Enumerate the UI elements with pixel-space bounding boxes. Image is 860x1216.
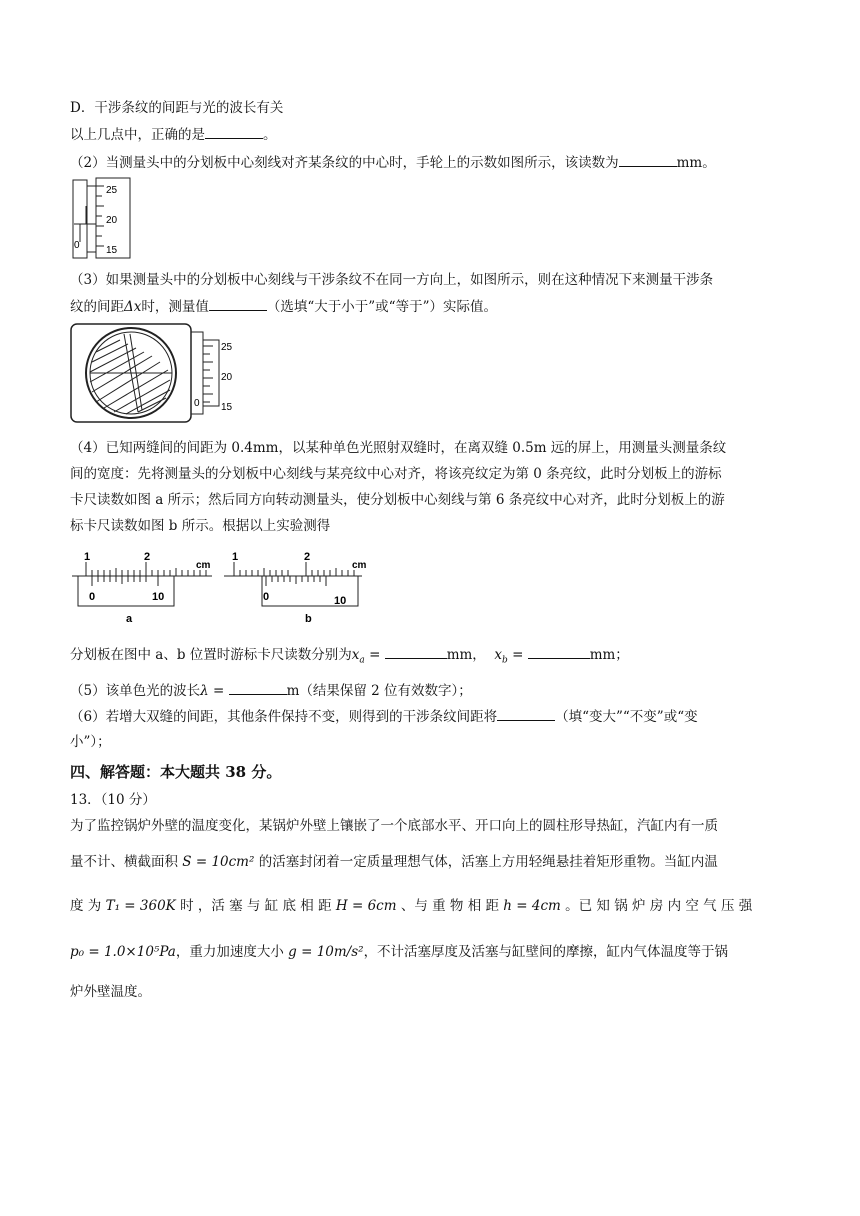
svg-text:0: 0 (263, 591, 270, 603)
line-p5: 炉外壁温度。 (70, 984, 151, 1000)
line-q4-readings: 分划板在图中 a、b 位置时游标卡尺读数分别为$x_a$ = mm， $x_b$ = mm； (70, 644, 629, 671)
line-q3-b: 纹的间距Δx时，测量值 （选填“大于小于”或“等于”）实际值。 (70, 296, 497, 317)
line-q3-a: （3）如果测量头中的分划板中心刻线与干涉条纹不在同一方向上，如图所示，则在这种情况下来测量干涉条 (70, 272, 714, 288)
answer-blank-xb[interactable] (528, 644, 590, 659)
eyepiece-micrometer-figure (70, 322, 240, 424)
question-number: 13．（10 分） (70, 792, 156, 808)
svg-text:1: 1 (232, 551, 239, 563)
svg-text:cm: cm (352, 560, 367, 571)
answer-blank-xa[interactable] (385, 644, 447, 659)
line-q6-a: （6）若增大双缝的间距，其他条件保持不变，则得到的干涉条纹间距将 （填“变大”“不变”或“变 (70, 706, 698, 727)
svg-text:2: 2 (144, 551, 151, 563)
answer-blank[interactable] (209, 296, 267, 311)
svg-text:2: 2 (304, 551, 311, 563)
micrometer-tick: 20 (106, 215, 118, 226)
line-correct-answer: 以上几点中，正确的是 。 (70, 124, 277, 145)
section-heading: 四、解答题：本大题共 38 分。 (70, 763, 282, 781)
micrometer-tick: 0 (74, 240, 80, 251)
line-q5: （5）该单色光的波长λ = m（结果保留 2 位有效数字）； (70, 680, 472, 701)
line-q4-a: （4）已知两缝间的间距为 0.4mm，以某种单色光照射双缝时，在离双缝 0.5m 远的屏上，用测量头测量条纹 (70, 440, 727, 456)
answer-blank[interactable] (497, 706, 555, 721)
answer-blank[interactable] (229, 680, 287, 695)
micrometer-tick: 25 (106, 185, 118, 196)
svg-text:cm: cm (196, 560, 211, 571)
micrometer-tick: 25 (221, 342, 233, 353)
line-q6-b: 小”）； (70, 734, 111, 750)
svg-text:10: 10 (334, 595, 347, 607)
answer-blank[interactable] (619, 152, 677, 167)
svg-text:1: 1 (84, 551, 91, 563)
line-q4-c: 卡尺读数如图 a 所示；然后同方向转动测量头，使分划板中心刻线与第 6 条亮纹中心对齐，此时分划板上的游 (70, 492, 725, 508)
line-q4-b: 间的宽度：先将测量头的分划板中心刻线与某亮纹中心对齐，将该亮纹定为第 0 条亮纹，此时分划板上的游标 (70, 466, 722, 482)
svg-text:0: 0 (89, 591, 96, 603)
svg-text:10: 10 (152, 591, 165, 603)
answer-blank[interactable] (205, 124, 263, 139)
line-p3: 度 为 T₁ = 360K 时 ，活 塞 与 缸 底 相 距 H = 6cm 、与 重 物 相 距 h = 4cm 。已 知 锅 炉 房 内 空 气 压 强 (70, 898, 753, 914)
line-q4-d: 标卡尺读数如图 b 所示。根据以上实验测得 (70, 518, 331, 534)
svg-text:a: a (126, 613, 133, 625)
svg-text:b: b (305, 613, 312, 625)
line-p1: 为了监控锅炉外壁的温度变化，某锅炉外壁上镶嵌了一个底部水平、开口向上的圆柱形导热缸，汽缸内有一质 (70, 818, 718, 834)
line-option-d: D．干涉条纹的间距与光的波长有关 (70, 100, 284, 116)
micrometer-figure-1 (72, 176, 132, 260)
micrometer-tick: 15 (106, 245, 118, 256)
micrometer-tick: 15 (221, 402, 233, 413)
vernier-b (224, 551, 367, 625)
line-p4: p₀ = 1.0×10⁵Pa，重力加速度大小 g = 10m/s²，不计活塞厚度及活塞与缸壁间的摩擦，缸内气体温度等于锅 (70, 944, 729, 960)
line-p2: 量不计、横截面积 S = 10cm² 的活塞封闭着一定质量理想气体，活塞上方用轻绳悬挂着矩形重物。当缸内温 (70, 854, 718, 870)
micrometer-tick: 0 (194, 398, 200, 409)
line-q2: （2）当测量头中的分划板中心刻线对齐某条纹的中心时，手轮上的示数如图所示，该读数为 mm。 (70, 152, 716, 173)
vernier-a (72, 551, 212, 625)
micrometer-tick: 20 (221, 372, 233, 383)
vernier-caliper-figures (72, 548, 372, 626)
